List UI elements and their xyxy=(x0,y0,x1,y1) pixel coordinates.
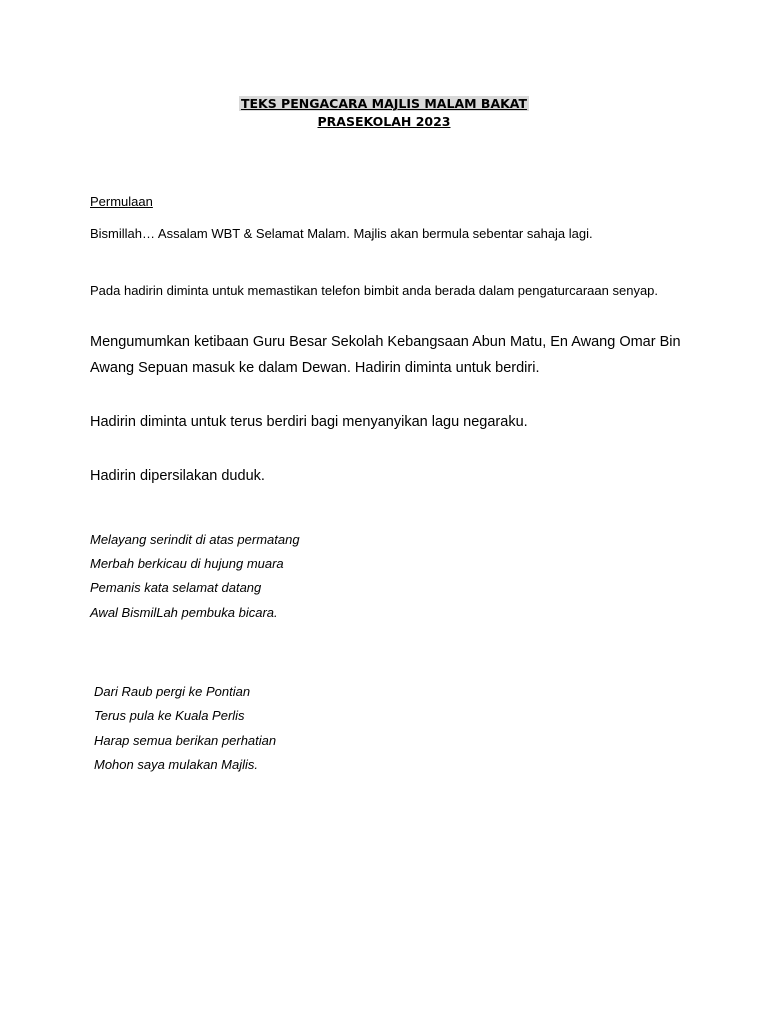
document-title-line-1 xyxy=(0,96,768,112)
paragraph-opening: Bismillah… Assalam WBT & Selamat Malam. Majlis akan bermula sebentar sahaja lagi. xyxy=(90,226,593,241)
section-heading: Permulaan xyxy=(90,194,153,209)
pantun-1-line-3: Pemanis kata selamat datang xyxy=(90,580,262,595)
paragraph-announcement-line-2: Awang Sepuan masuk ke dalam Dewan. Hadirin diminta untuk berdiri. xyxy=(90,360,540,376)
title-text-2: PRASEKOLAH 2023 xyxy=(317,114,451,129)
paragraph-anthem: Hadirin diminta untuk terus berdiri bagi menyanyikan lagu negaraku. xyxy=(90,414,528,430)
paragraph-announcement-line-1: Mengumumkan ketibaan Guru Besar Sekolah Kebangsaan Abun Matu, En Awang Omar Bin xyxy=(90,334,681,350)
pantun-2-line-3: Harap semua berikan perhatian xyxy=(94,733,277,748)
paragraph-phone-notice: Pada hadirin diminta untuk memastikan telefon bimbit anda berada dalam pengaturcaraan senyap. xyxy=(90,283,659,298)
pantun-1-line-2: Merbah berkicau di hujung muara xyxy=(90,556,284,571)
pantun-1-line-1: Melayang serindit di atas permatang xyxy=(90,532,300,547)
document-title-line-2 xyxy=(0,114,768,130)
title-text-1: TEKS PENGACARA MAJLIS MALAM BAKAT xyxy=(240,96,528,111)
pantun-2-line-4: Mohon saya mulakan Majlis. xyxy=(94,757,259,772)
paragraph-be-seated: Hadirin dipersilakan duduk. xyxy=(90,468,265,484)
pantun-2-line-1: Dari Raub pergi ke Pontian xyxy=(94,684,251,699)
pantun-1-line-4: Awal BismilLah pembuka bicara. xyxy=(90,605,278,620)
pantun-2-line-2: Terus pula ke Kuala Perlis xyxy=(94,708,245,723)
